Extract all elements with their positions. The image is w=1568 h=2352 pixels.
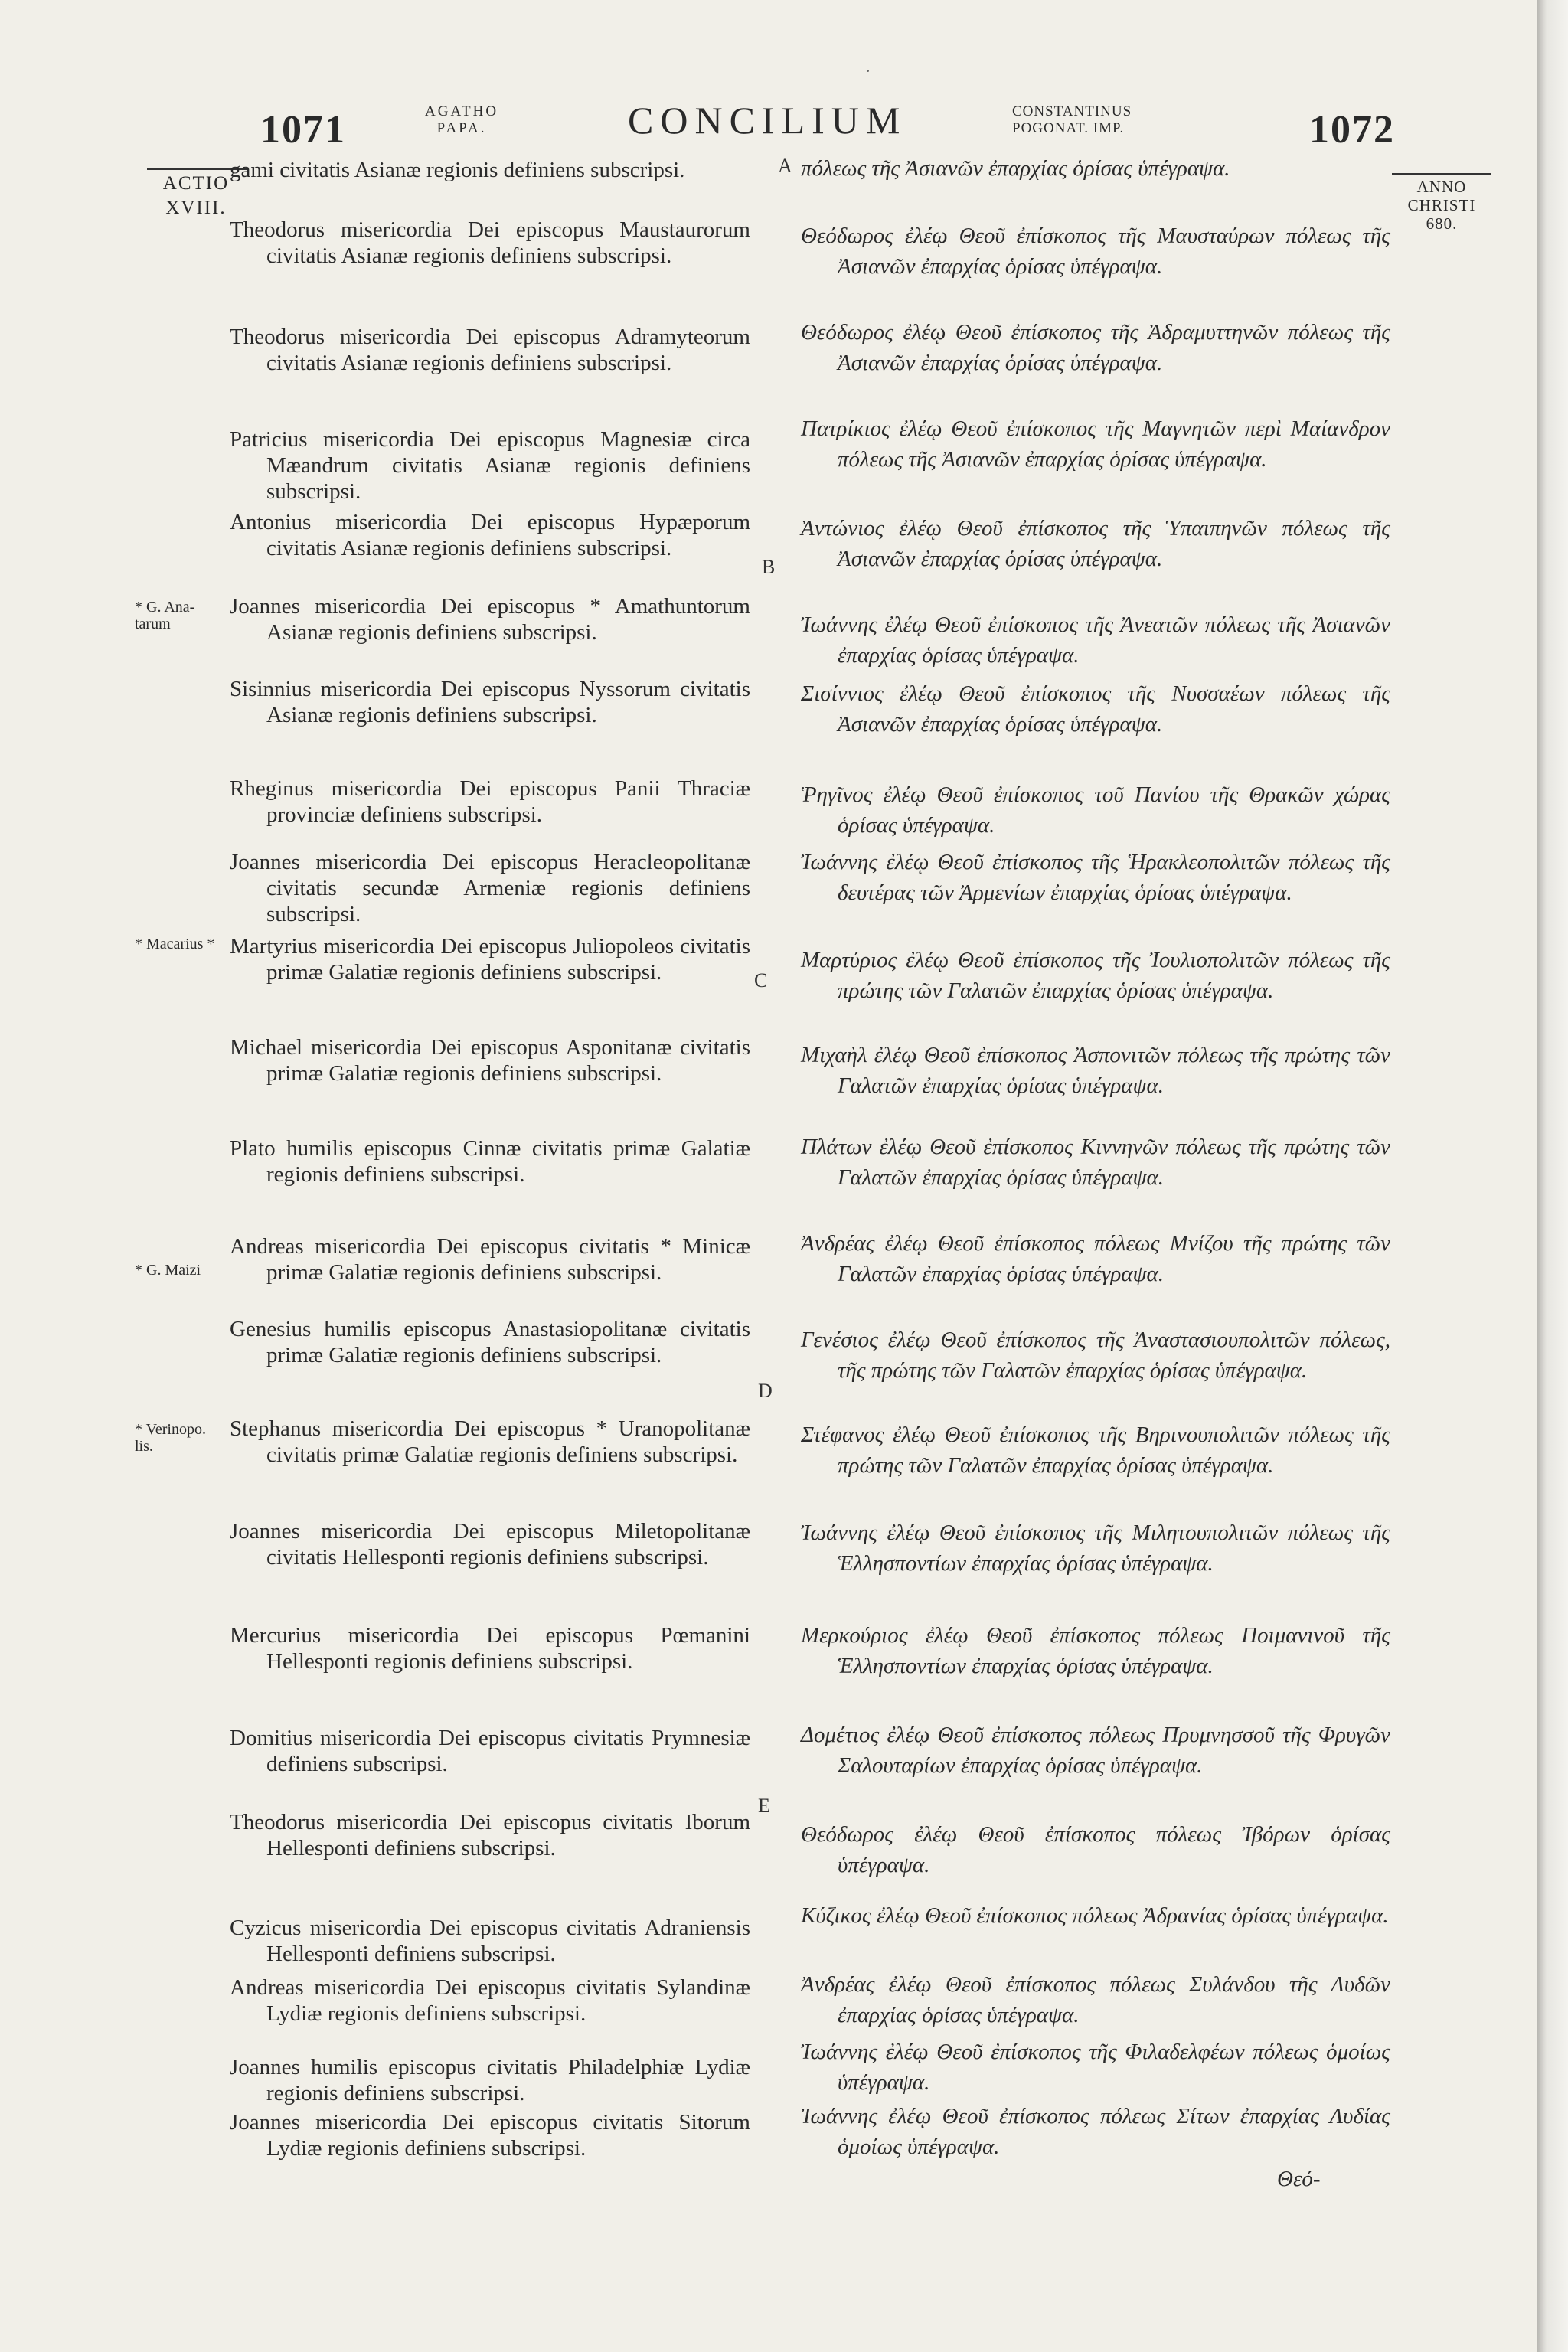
greek-entry-text: Θεόδωρος ἐλέῳ Θεοῦ ἐπίσκοπος τῆς Μαυσταύρων πόλεως τῆς Ἀσιανῶν ἐπαρχίας ὁρίσας ὑπέγραψα.: [801, 224, 1390, 279]
latin-entry-text: Cyzicus misericordia Dei episcopus civitatis Adraniensis Hellesponti definiens subscripsi.: [230, 1916, 750, 1966]
latin-entry-text: Genesius humilis episcopus Anastasiopolitanæ civitatis primæ Galatiæ regionis definiens subscripsi.: [230, 1317, 750, 1367]
greek-entry-text: Δομέτιος ἐλέῳ Θεοῦ ἐπίσκοπος πόλεως Πρυμνησσοῦ τῆς Φρυγῶν Σαλουταρίων ἐπαρχίας ὁρίσας ὑπέγραψα.: [801, 1723, 1390, 1778]
latin-entry: [230, 1135, 750, 1187]
latin-entry-text: Joannes misericordia Dei episcopus civitatis Sitorum Lydiæ regionis definiens subscripsi.: [230, 2110, 750, 2161]
greek-entry-text: Στέφανος ἐλέῳ Θεοῦ ἐπίσκοπος τῆς Βηρινουπολιτῶν πόλεως τῆς πρώτης τῶν Γαλατῶν ἐπαρχίας ὁρίσας ὑπέγραψα.: [801, 1423, 1390, 1478]
latin-entry-text: Michael misericordia Dei episcopus Asponitanæ civitatis primæ Galatiæ regionis definiens subscripsi.: [230, 1035, 750, 1086]
latin-entry: [230, 676, 750, 728]
latin-entry: [230, 1725, 750, 1777]
latin-entry-text: Joannes humilis episcopus civitatis Philadelphiæ Lydiæ regionis definiens subscripsi.: [230, 2055, 750, 2105]
pope-title: PAPA.: [436, 120, 487, 136]
greek-entry: [801, 1228, 1390, 1289]
greek-entry: [801, 1969, 1390, 2030]
margin-note: [135, 936, 234, 952]
latin-entry-text: Theodorus misericordia Dei episcopus Adramyteorum civitatis Asianæ regionis definiens subscripsi.: [230, 325, 750, 375]
latin-entry-text: Joannes misericordia Dei episcopus * Amathuntorum Asianæ regionis definiens subscripsi.: [230, 594, 750, 645]
margin-note: [135, 1421, 234, 1455]
latin-entry-text: Joannes misericordia Dei episcopus Heracleopolitanæ civitatis secundæ Armeniæ regionis definiens subscripsi.: [230, 850, 750, 926]
greek-entry: [801, 1819, 1390, 1880]
greek-entry: [801, 2037, 1390, 2098]
latin-entry: [230, 1233, 750, 1285]
page-number-right: 1072: [1309, 108, 1395, 152]
latin-entry: [230, 157, 684, 183]
actio-number: XVIII.: [165, 198, 227, 218]
greek-entry: [801, 1040, 1390, 1101]
latin-entry: [230, 426, 750, 505]
greek-entry: [801, 513, 1390, 574]
margin-note-text: * Macarius *: [135, 936, 215, 952]
greek-entry: [801, 153, 1230, 184]
greek-entry: [801, 1517, 1390, 1579]
greek-entry: [801, 1132, 1390, 1193]
greek-entry: [801, 2101, 1390, 2162]
latin-entry: [230, 593, 750, 645]
greek-entry-text: Μαρτύριος ἐλέῳ Θεοῦ ἐπίσκοπος τῆς Ἰουλιοπολιτῶν πόλεως τῆς πρώτης τῶν Γαλατῶν ἐπαρχίας ὁρίσας ὑπέγραψα.: [801, 948, 1390, 1003]
latin-entry-text: Antonius misericordia Dei episcopus Hypæporum civitatis Asianæ regionis definiens subscripsi.: [230, 510, 750, 560]
greek-entry-text: Ἀντώνιος ἐλέῳ Θεοῦ ἐπίσκοπος τῆς Ὑπαιπηνῶν πόλεως τῆς Ἀσιανῶν ἐπαρχίας ὁρίσας ὑπέγραψα.: [801, 516, 1390, 571]
anno-label: [1392, 173, 1491, 233]
catchword: Θεό-: [1277, 2167, 1321, 2191]
greek-entry: [801, 1620, 1390, 1681]
latin-entry: [230, 776, 750, 828]
latin-entry-text: Stephanus misericordia Dei episcopus * Uranopolitanæ civitatis primæ Galatiæ regionis definiens subscripsi.: [230, 1416, 750, 1467]
greek-entry-text: Ἰωάννης ἐλέῳ Θεοῦ ἐπίσκοπος πόλεως Σίτων ἐπαρχίας Λυδίας ὁμοίως ὑπέγραψα.: [801, 2104, 1390, 2159]
running-head-emperor: [1012, 103, 1132, 137]
latin-entry: [230, 1316, 750, 1368]
top-mark: ·: [865, 61, 871, 80]
latin-entry: [230, 1034, 750, 1086]
greek-entry-text: Ἰωάννης ἐλέῳ Θεοῦ ἐπίσκοπος τῆς Ἀνεατῶν πόλεως τῆς Ἀσιανῶν ἐπαρχίας ὁρίσας ὑπέγραψα.: [801, 612, 1390, 668]
greek-entry: [801, 220, 1390, 282]
greek-entry-text: Μιχαὴλ ἐλέῳ Θεοῦ ἐπίσκοπος Ἀσπονιτῶν πόλεως τῆς πρώτης τῶν Γαλατῶν ἐπαρχίας ὁρίσας ὑπέγραψα.: [801, 1043, 1390, 1098]
greek-entry-text: Ῥηγῖνος ἐλέῳ Θεοῦ ἐπίσκοπος τοῦ Πανίου τῆς Θρακῶν χώρας ὁρίσας ὑπέγραψα.: [801, 782, 1390, 838]
latin-entry-text: Andreas misericordia Dei episcopus civitatis Sylandinæ Lydiæ regionis definiens subscripsi.: [230, 1975, 750, 2026]
emperor-name: CONSTANTINUS: [1012, 103, 1132, 119]
greek-entry-text: Γενέσιος ἐλέῳ Θεοῦ ἐπίσκοπος τῆς Ἀναστασιουπολιτῶν πόλεως, τῆς πρώτης τῶν Γαλατῶν ἐπαρχίας ὁρίσας ὑπέγραψα.: [801, 1328, 1390, 1383]
greek-entry: [801, 779, 1390, 841]
greek-entry-text: Σισίννιος ἐλέῳ Θεοῦ ἐπίσκοπος τῆς Νυσσαέων πόλεως τῆς Ἀσιανῶν ἐπαρχίας ὁρίσας ὑπέγραψα.: [801, 681, 1390, 737]
anno-word: ANNO: [1416, 178, 1467, 196]
latin-entry: [230, 509, 750, 561]
latin-entry: [230, 849, 750, 927]
latin-entry: [230, 217, 750, 269]
margin-note-text: * Verinopo.: [135, 1421, 206, 1438]
greek-entry-text: Ἰωάννης ἐλέῳ Θεοῦ ἐπίσκοπος τῆς Μιλητουπολιτῶν πόλεως τῆς Ἑλλησποντίων ἐπαρχίας ὁρίσας ὑπέγραψα.: [801, 1521, 1390, 1576]
greek-entry-text: Πατρίκιος ἐλέῳ Θεοῦ ἐπίσκοπος τῆς Μαγνητῶν περὶ Μαίανδρον πόλεως τῆς Ἀσιανῶν ἐπαρχίας ὁρίσας ὑπέγραψα.: [801, 416, 1390, 472]
margin-note: [135, 1262, 234, 1279]
greek-entry: [801, 945, 1390, 1006]
latin-entry: [230, 933, 750, 985]
greek-entry: [801, 1720, 1390, 1781]
anno-year: 680.: [1426, 214, 1458, 233]
greek-entry: [801, 413, 1390, 475]
latin-entry-text: Andreas misericordia Dei episcopus civitatis * Minicæ primæ Galatiæ regionis definiens subscripsi.: [230, 1234, 750, 1285]
greek-entry-text: Ἀνδρέας ἐλέῳ Θεοῦ ἐπίσκοπος πόλεως Μνίζου τῆς πρώτης τῶν Γαλατῶν ἐπαρχίας ὁρίσας ὑπέγραψα.: [801, 1231, 1390, 1286]
margin-note-text: tarum: [135, 616, 171, 632]
latin-entry-text: Mercurius misericordia Dei episcopus Pœmanini Hellesponti regionis definiens subscripsi.: [230, 1623, 750, 1674]
christi-word: CHRISTI: [1407, 196, 1476, 214]
section-letter: A: [778, 155, 792, 177]
emperor-title: POGONAT. IMP.: [1012, 120, 1125, 136]
latin-entry-text: Martyrius misericordia Dei episcopus Juliopoleos civitatis primæ Galatiæ regionis definiens subscripsi.: [230, 934, 750, 985]
greek-entry-text: Ἰωάννης ἐλέῳ Θεοῦ ἐπίσκοπος τῆς Ἡρακλεοπολιτῶν πόλεως τῆς δευτέρας τῶν Ἀρμενίων ἐπαρχίας ὁρίσας ὑπέγραψα.: [801, 850, 1390, 905]
latin-entry: [230, 2109, 750, 2161]
anno-rule: [1392, 173, 1491, 175]
greek-entry-text: πόλεως τῆς Ἀσιανῶν ἐπαρχίας ὁρίσας ὑπέγραψα.: [801, 156, 1230, 181]
latin-entry: [230, 1518, 750, 1570]
latin-entry-text: gami civitatis Asianæ regionis definiens subscripsi.: [230, 158, 685, 182]
latin-entry-text: Domitius misericordia Dei episcopus civitatis Prymnesiæ definiens subscripsi.: [230, 1726, 750, 1776]
latin-entry: [230, 1416, 750, 1468]
latin-entry-text: Theodorus misericordia Dei episcopus Maustaurorum civitatis Asianæ regionis definiens subscripsi.: [230, 217, 750, 268]
margin-note-text: * G. Maizi: [135, 1262, 201, 1279]
latin-entry-text: Joannes misericordia Dei episcopus Miletopolitanæ civitatis Hellesponti regionis definiens subscripsi.: [230, 1519, 750, 1570]
greek-entry: [801, 609, 1390, 671]
section-letter: B: [762, 556, 776, 578]
section-letter: C: [754, 969, 768, 991]
greek-entry: [801, 1419, 1390, 1481]
adjacent-page-edge: [1537, 0, 1568, 2352]
latin-entry: [230, 1975, 750, 2027]
margin-note-text: * G. Ana-: [135, 599, 195, 616]
section-letter: D: [758, 1380, 773, 1402]
section-letter: E: [758, 1795, 770, 1817]
latin-entry: [230, 324, 750, 376]
greek-entry-text: Ἀνδρέας ἐλέῳ Θεοῦ ἐπίσκοπος πόλεως Συλάνδου τῆς Λυδῶν ἐπαρχίας ὁρίσας ὑπέγραψα.: [801, 1972, 1390, 2027]
margin-note: [135, 599, 234, 632]
greek-entry: [801, 317, 1390, 378]
margin-note-text: lis.: [135, 1438, 153, 1455]
pope-name: AGATHO: [425, 103, 499, 119]
latin-entry-text: Rheginus misericordia Dei episcopus Panii Thraciæ provinciæ definiens subscripsi.: [230, 776, 750, 827]
latin-entry-text: Plato humilis episcopus Cinnæ civitatis primæ Galatiæ regionis definiens subscripsi.: [230, 1136, 750, 1187]
greek-entry: [801, 678, 1390, 740]
greek-entry-text: Ἰωάννης ἐλέῳ Θεοῦ ἐπίσκοπος τῆς Φιλαδελφέων πόλεως ὁμοίως ὑπέγραψα.: [801, 2040, 1390, 2095]
latin-entry: [230, 1915, 750, 1967]
latin-entry: [230, 2054, 750, 2106]
greek-entry-text: Πλάτων ἐλέῳ Θεοῦ ἐπίσκοπος Κιννηνῶν πόλεως τῆς πρώτης τῶν Γαλατῶν ἐπαρχίας ὁρίσας ὑπέγραψα.: [801, 1135, 1390, 1190]
latin-entry-text: Patricius misericordia Dei episcopus Magnesiæ circa Mæandrum civitatis Asianæ regionis definiens subscripsi.: [230, 427, 750, 504]
greek-entry: [801, 847, 1390, 908]
greek-entry-text: Θεόδωρος ἐλέῳ Θεοῦ ἐπίσκοπος πόλεως Ἰβόρων ὁρίσας ὑπέγραψα.: [801, 1822, 1390, 1877]
latin-entry: [230, 1809, 750, 1861]
greek-entry-text: Κύζικος ἐλέῳ Θεοῦ ἐπίσκοπος πόλεως Ἀδρανίας ὁρίσας ὑπέγραψα.: [801, 1903, 1389, 1928]
running-title: CONCILIUM: [628, 99, 907, 142]
running-head-pope: [425, 103, 498, 137]
actio-word: ACTIO: [162, 173, 230, 194]
actio-label: [150, 168, 242, 220]
latin-entry-text: Theodorus misericordia Dei episcopus civitatis Iborum Hellesponti definiens subscripsi.: [230, 1810, 750, 1860]
greek-entry-text: Μερκούριος ἐλέῳ Θεοῦ ἐπίσκοπος πόλεως Ποιμανινοῦ τῆς Ἑλλησποντίων ἐπαρχίας ὁρίσας ὑπέγραψα.: [801, 1623, 1390, 1678]
page-number-left: 1071: [260, 108, 346, 152]
greek-entry-text: Θεόδωρος ἐλέῳ Θεοῦ ἐπίσκοπος τῆς Ἀδραμυττηνῶν πόλεως τῆς Ἀσιανῶν ἐπαρχίας ὁρίσας ὑπέγραψα.: [801, 320, 1390, 375]
greek-entry: [801, 1325, 1390, 1386]
latin-entry-text: Sisinnius misericordia Dei episcopus Nyssorum civitatis Asianæ regionis definiens subscripsi.: [230, 677, 750, 727]
latin-entry: [230, 1622, 750, 1674]
greek-entry: [801, 1900, 1389, 1931]
